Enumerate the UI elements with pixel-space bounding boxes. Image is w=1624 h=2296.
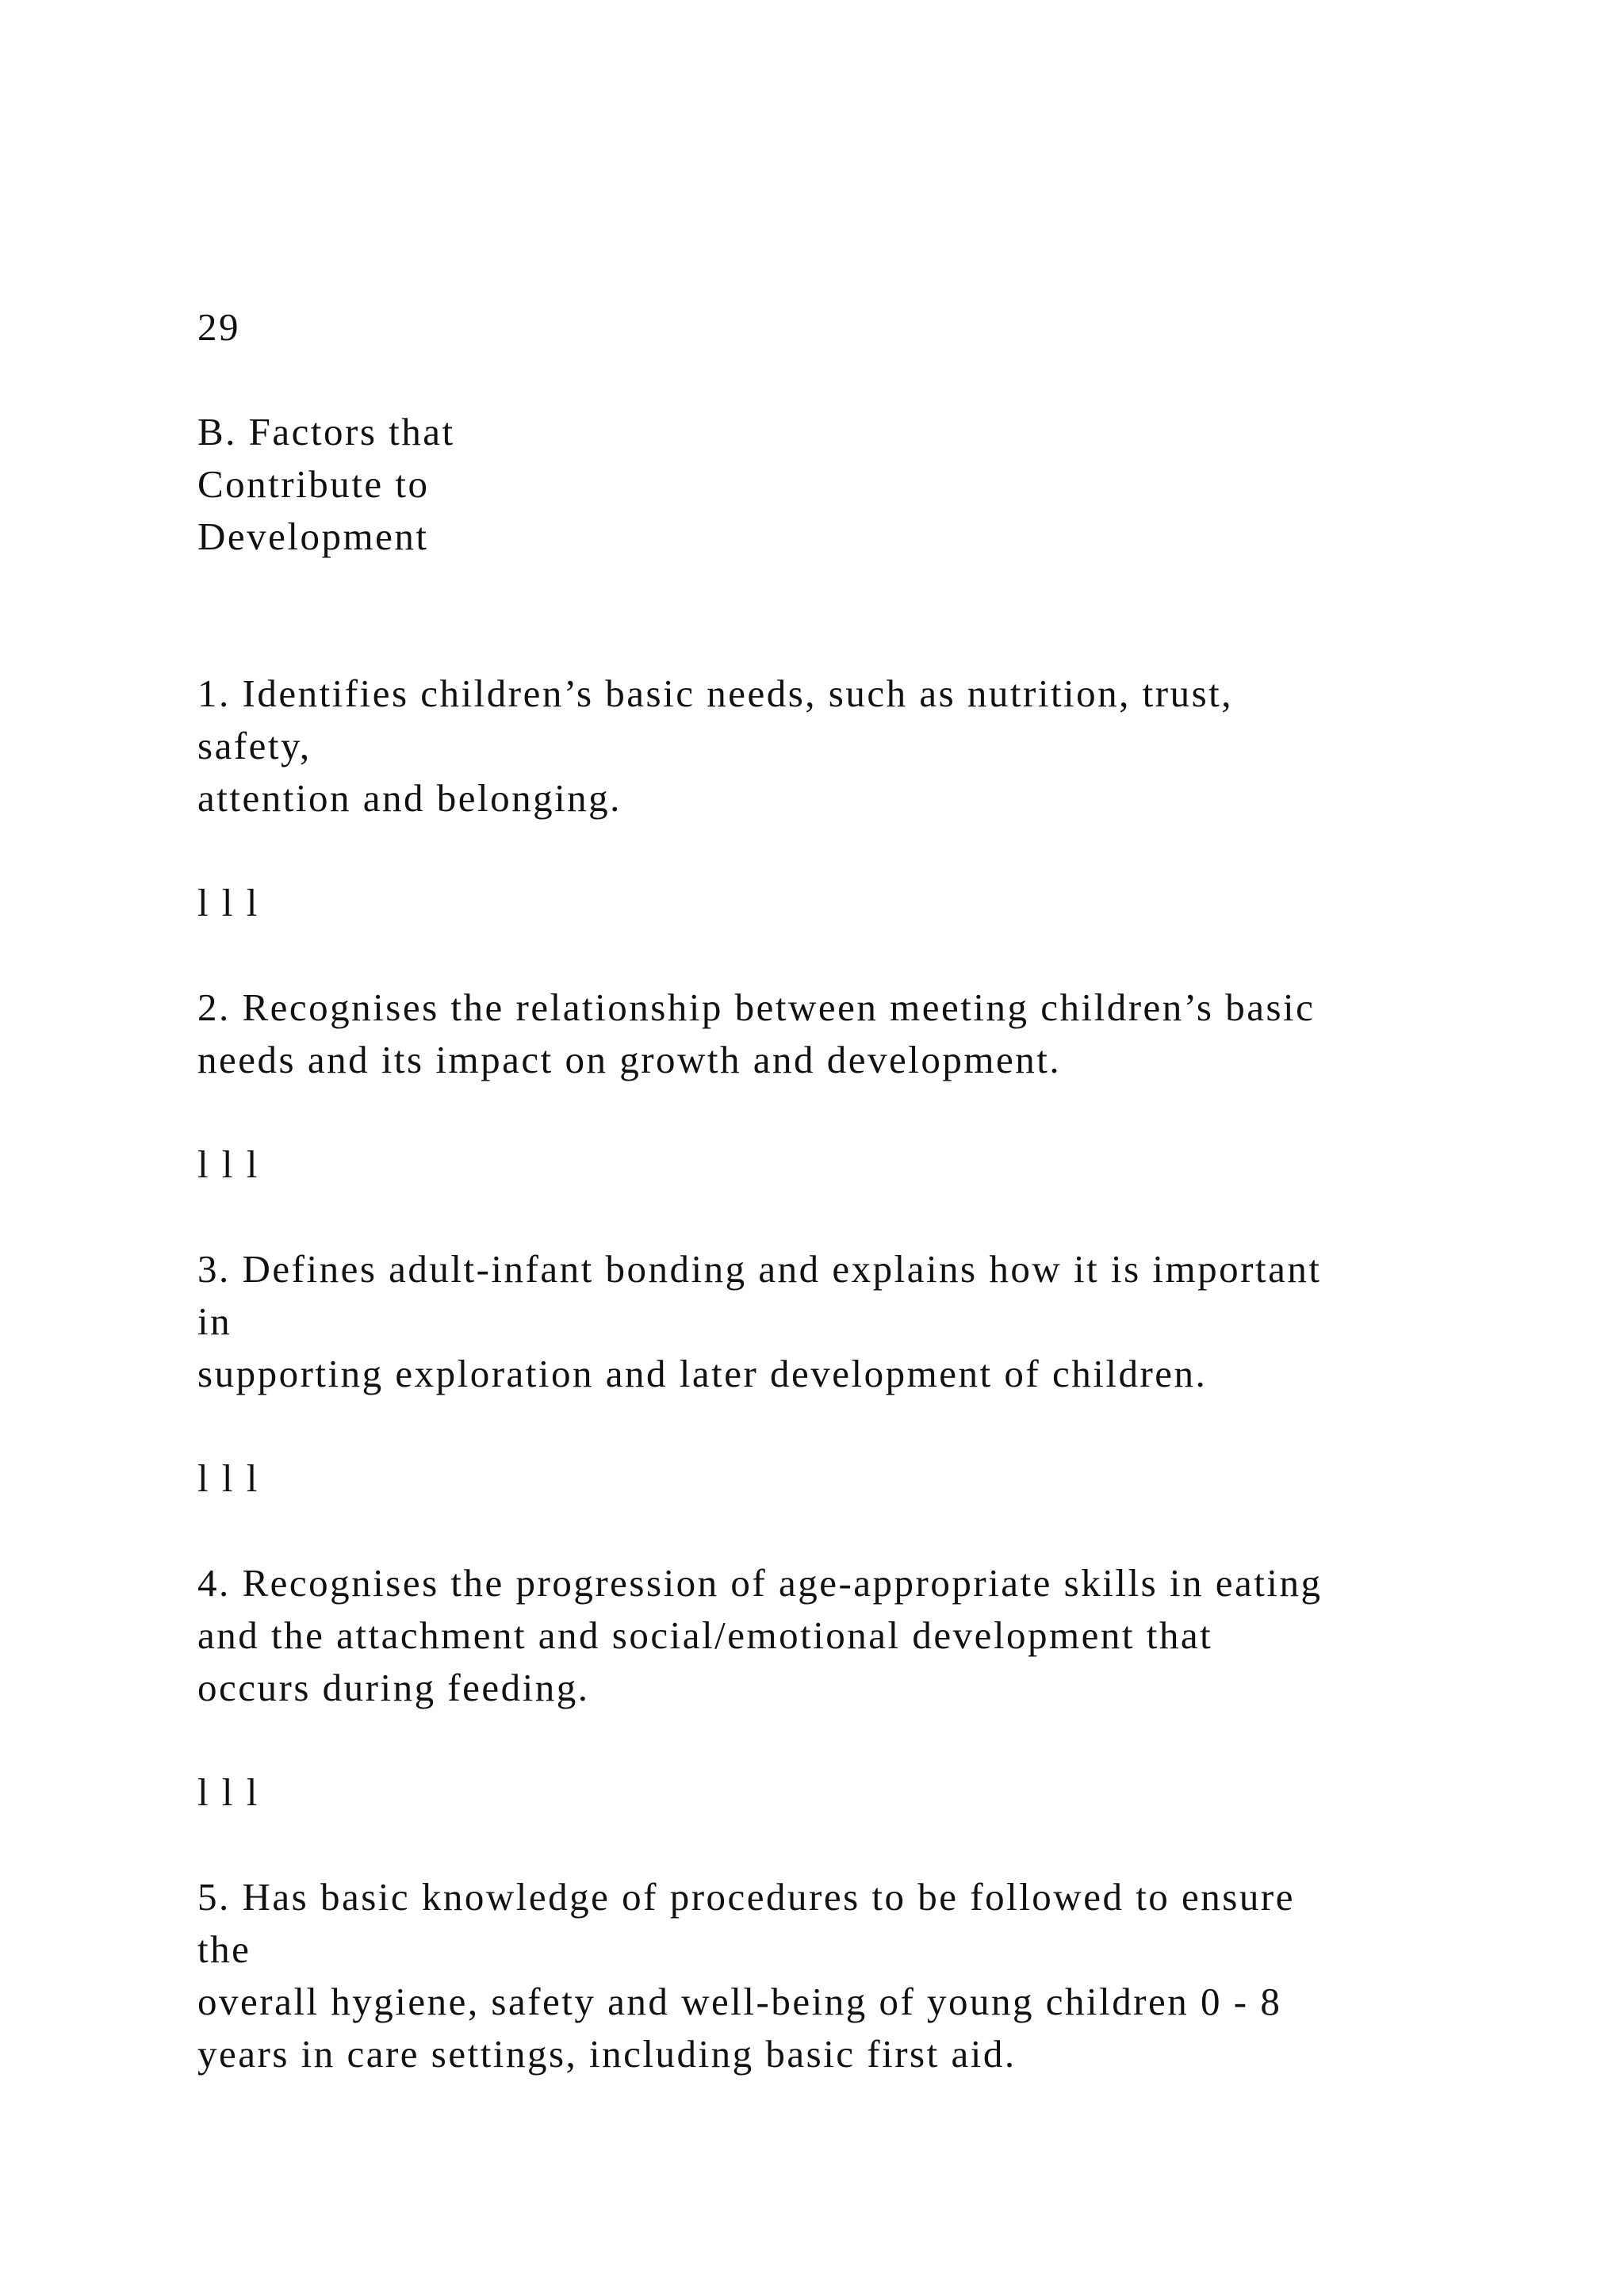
section-heading-line-1: B. Factors that: [197, 410, 455, 453]
section-heading-line-3: Development: [197, 515, 429, 558]
item-3-rating: l l l: [197, 1456, 259, 1500]
item-1-rating: l l l: [197, 881, 259, 924]
item-4-line-3: occurs during feeding.: [197, 1666, 590, 1709]
item-1-line-3: attention and belonging.: [197, 776, 622, 820]
item-3-line-1: 3. Defines adult-infant bonding and explains how it is important: [197, 1247, 1322, 1291]
item-1-line-1: 1. Identifies children’s basic needs, such as nutrition, trust,: [197, 672, 1234, 715]
page-number: 29: [197, 305, 240, 349]
item-5-line-1: 5. Has basic knowledge of procedures to be followed to ensure: [197, 1875, 1295, 1919]
item-5-line-3: overall hygiene, safety and well-being of young children 0 - 8: [197, 1980, 1282, 2023]
item-4-rating: l l l: [197, 1770, 259, 1814]
item-1-line-2: safety,: [197, 724, 312, 767]
item-2-line-1: 2. Recognises the relationship between meeting children’s basic: [197, 985, 1316, 1029]
item-2-rating: l l l: [197, 1142, 259, 1186]
item-5-line-4: years in care settings, including basic first aid.: [197, 2032, 1017, 2076]
item-2-line-2: needs and its impact on growth and development.: [197, 1038, 1062, 1081]
section-heading-line-2: Contribute to: [197, 462, 430, 506]
item-4-line-1: 4. Recognises the progression of age-appropriate skills in eating: [197, 1561, 1323, 1605]
item-3-line-3: supporting exploration and later development of children.: [197, 1352, 1208, 1395]
item-5-line-2: the: [197, 1927, 251, 1971]
item-4-line-2: and the attachment and social/emotional development that: [197, 1613, 1213, 1657]
item-3-line-2: in: [197, 1299, 232, 1343]
